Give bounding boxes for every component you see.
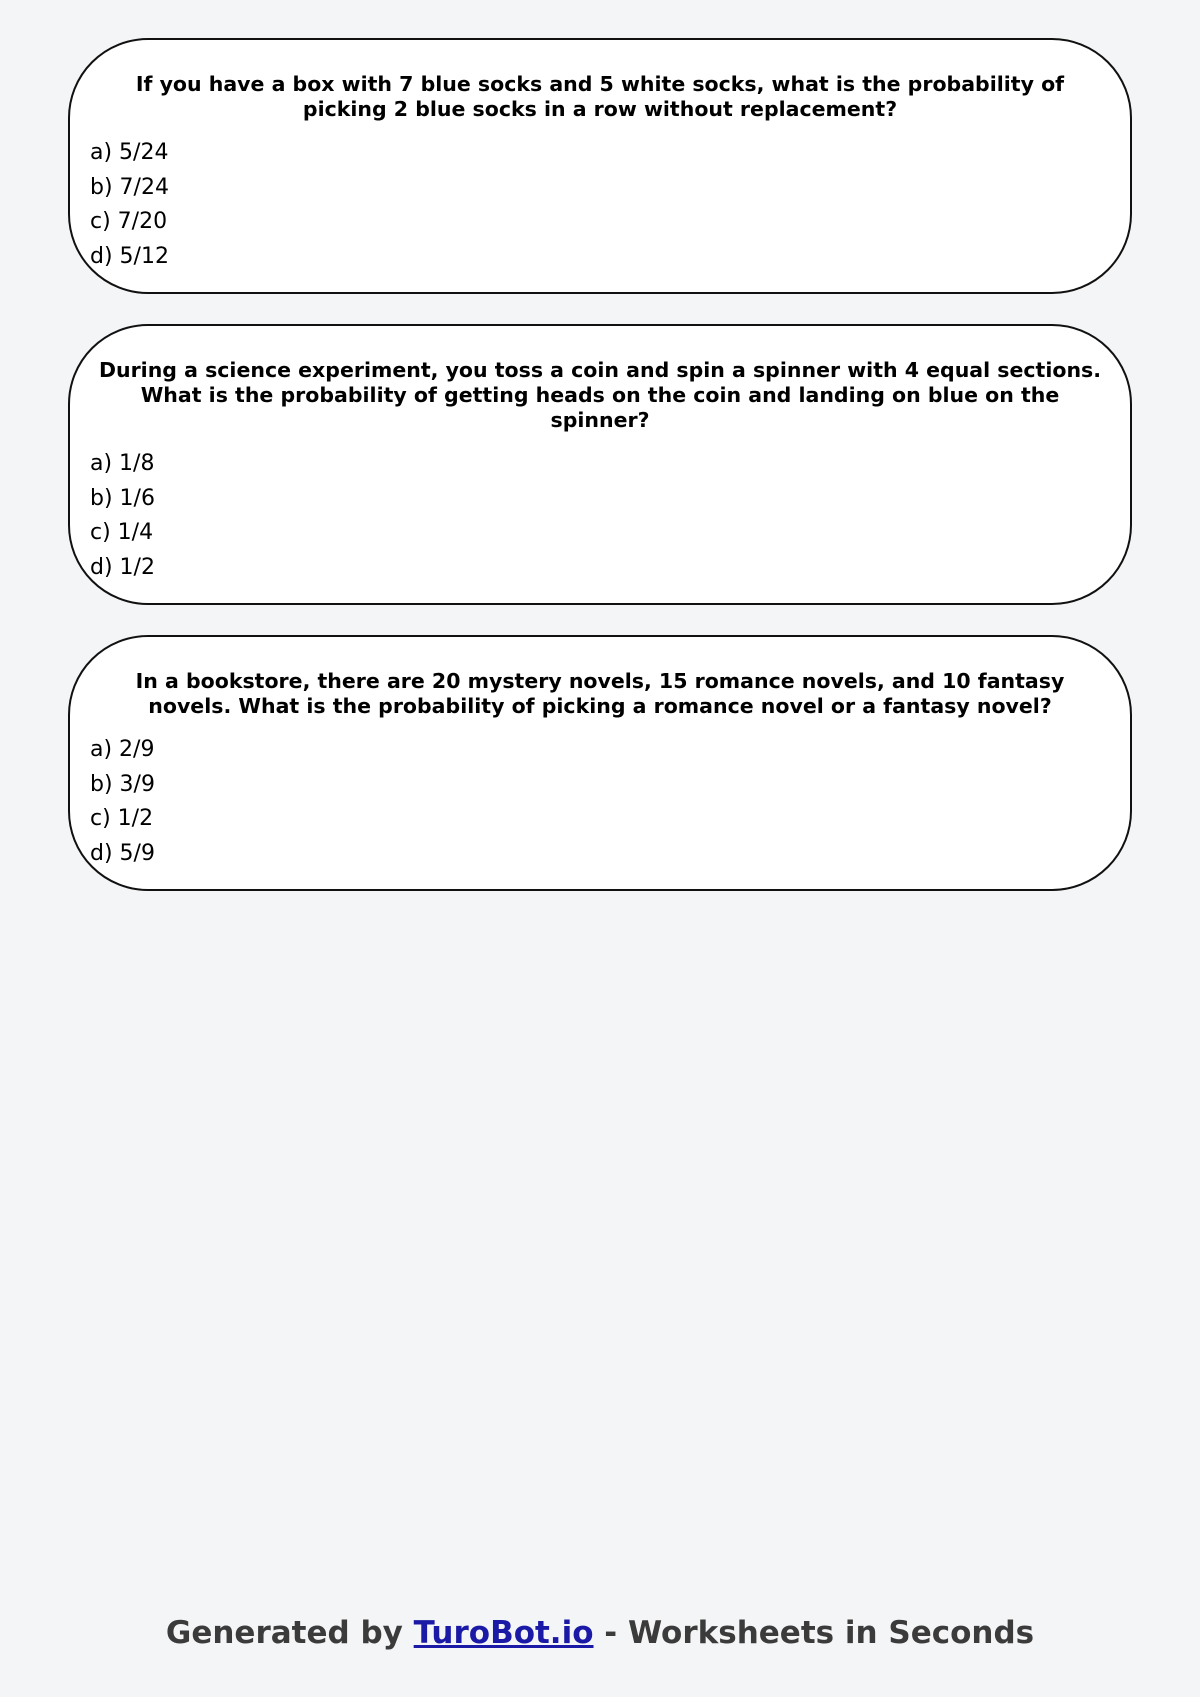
footer-suffix: - Worksheets in Seconds [593, 1615, 1035, 1651]
question-card-3 [68, 635, 1132, 891]
option-b: b) 3/9 [90, 771, 155, 797]
option-b: b) 1/6 [90, 485, 155, 511]
option-d: d) 5/12 [90, 243, 169, 269]
option-d: d) 1/2 [90, 554, 155, 580]
option-c: c) 1/2 [90, 806, 154, 831]
option-c: c) 1/4 [90, 520, 154, 545]
option-c: c) 7/20 [90, 209, 168, 234]
footer-prefix: Generated by [165, 1615, 414, 1651]
option-list [90, 733, 1110, 871]
option-a: a) 5/24 [90, 140, 169, 165]
question-card-1 [68, 38, 1132, 294]
option-a: a) 1/8 [90, 451, 155, 476]
option-a: a) 2/9 [90, 737, 155, 762]
option-b: b) 7/24 [90, 174, 169, 200]
option-d: d) 5/9 [90, 840, 155, 866]
question-text: If you have a box with 7 blue socks and 5 white socks, what is the probability of picking 2 blue socks in a row without replacement? [135, 72, 1065, 121]
question-text: In a bookstore, there are 20 mystery novels, 15 romance novels, and 10 fantasy novels. What is the probability of picking a romance novel or a fantasy novel? [135, 669, 1065, 718]
option-list [90, 136, 1110, 274]
question-card-2 [68, 324, 1132, 605]
turobot-link[interactable]: TuroBot.io [413, 1615, 594, 1651]
option-list [90, 447, 1110, 585]
question-text: During a science experiment, you toss a coin and spin a spinner with 4 equal sections. What is the probability of getting heads on the coin and landing on blue on the spinner? [98, 358, 1102, 432]
footer [0, 1615, 1200, 1651]
question-list [68, 38, 1132, 921]
